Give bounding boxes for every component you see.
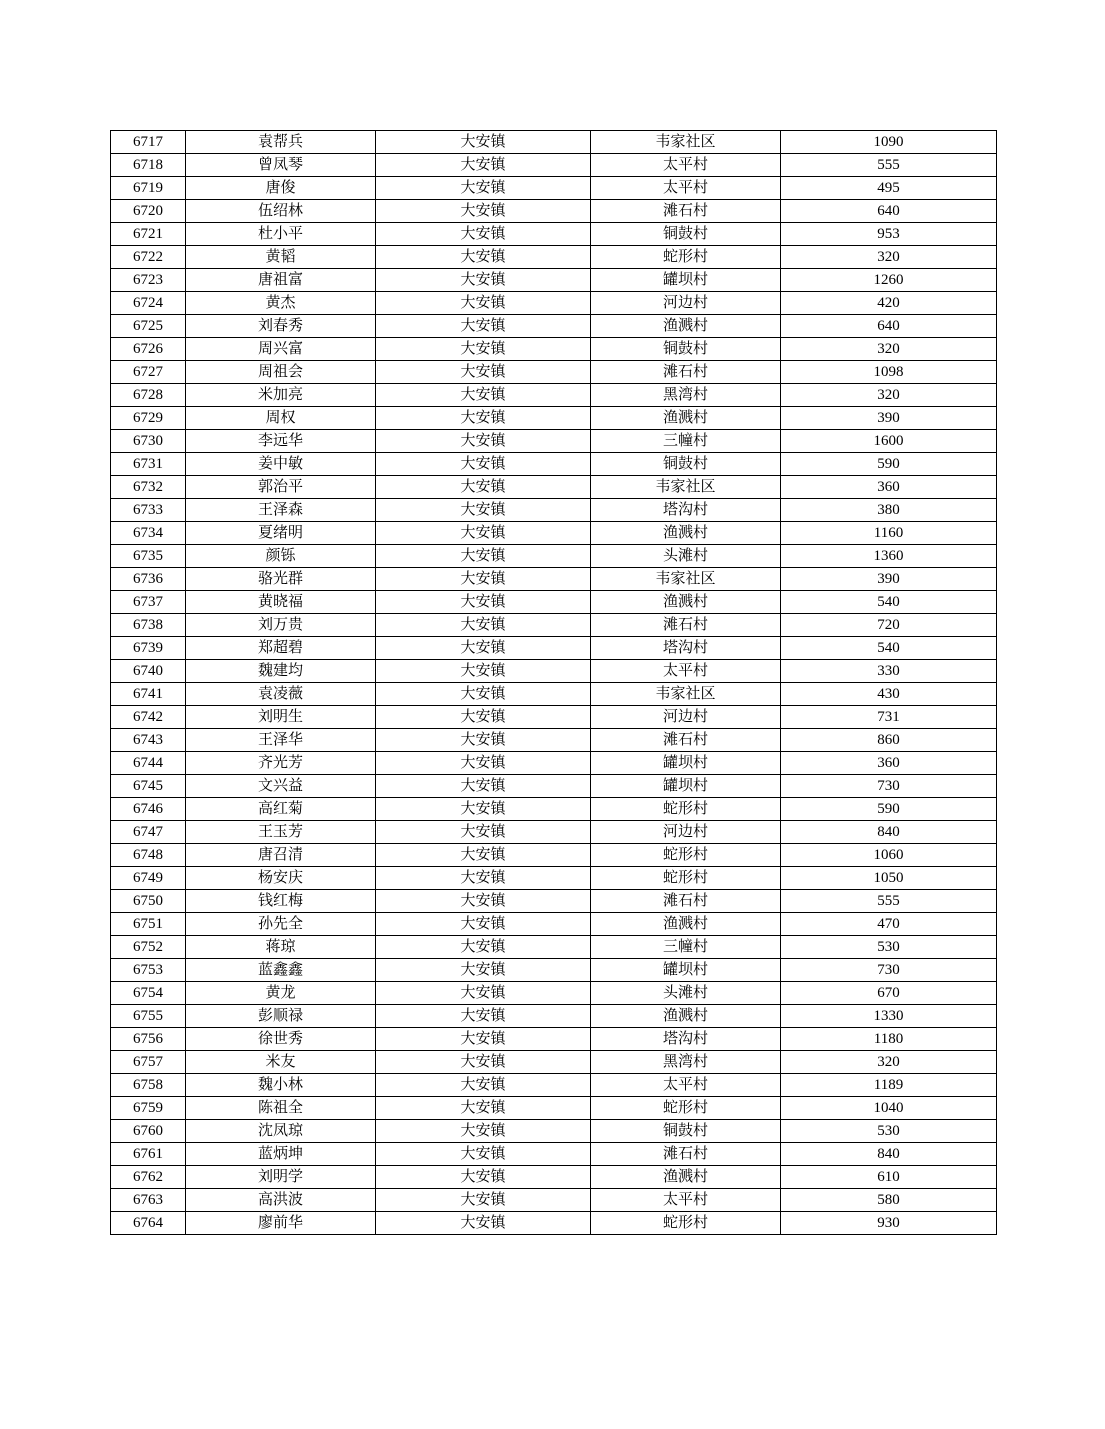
cell-town: 大安镇 [376,1166,591,1189]
cell-village: 铜鼓村 [591,338,781,361]
cell-amount: 1098 [781,361,997,384]
cell-name: 黄韬 [186,246,376,269]
cell-town: 大安镇 [376,200,591,223]
cell-amount: 530 [781,1120,997,1143]
cell-village: 滩石村 [591,1143,781,1166]
cell-name: 王泽华 [186,729,376,752]
cell-village: 头滩村 [591,982,781,1005]
cell-name: 齐光芳 [186,752,376,775]
cell-village: 太平村 [591,1074,781,1097]
cell-amount: 540 [781,637,997,660]
cell-id: 6757 [111,1051,186,1074]
cell-village: 太平村 [591,1189,781,1212]
table-row [111,223,997,246]
cell-town: 大安镇 [376,683,591,706]
cell-amount: 1060 [781,844,997,867]
cell-name: 孙先全 [186,913,376,936]
cell-town: 大安镇 [376,131,591,154]
cell-name: 米加亮 [186,384,376,407]
table-row [111,338,997,361]
cell-town: 大安镇 [376,177,591,200]
table-row [111,821,997,844]
cell-name: 唐召清 [186,844,376,867]
table-row [111,683,997,706]
table-row [111,315,997,338]
cell-amount: 495 [781,177,997,200]
cell-amount: 730 [781,775,997,798]
cell-village: 韦家社区 [591,683,781,706]
cell-village: 滩石村 [591,614,781,637]
cell-town: 大安镇 [376,499,591,522]
cell-village: 塔沟村 [591,1028,781,1051]
table-row [111,1212,997,1235]
table-row [111,384,997,407]
cell-name: 周祖会 [186,361,376,384]
cell-name: 骆光群 [186,568,376,591]
table-row [111,959,997,982]
cell-town: 大安镇 [376,361,591,384]
cell-village: 铜鼓村 [591,223,781,246]
table-row [111,844,997,867]
table-row [111,775,997,798]
cell-town: 大安镇 [376,1120,591,1143]
cell-name: 李远华 [186,430,376,453]
cell-name: 米友 [186,1051,376,1074]
cell-town: 大安镇 [376,568,591,591]
cell-id: 6721 [111,223,186,246]
cell-town: 大安镇 [376,338,591,361]
cell-town: 大安镇 [376,1212,591,1235]
cell-village: 铜鼓村 [591,1120,781,1143]
cell-amount: 320 [781,246,997,269]
cell-amount: 1180 [781,1028,997,1051]
cell-village: 三幢村 [591,430,781,453]
cell-name: 高红菊 [186,798,376,821]
cell-name: 唐祖富 [186,269,376,292]
cell-id: 6731 [111,453,186,476]
cell-amount: 930 [781,1212,997,1235]
cell-amount: 420 [781,292,997,315]
table-row [111,867,997,890]
table-row [111,591,997,614]
table-row [111,752,997,775]
cell-amount: 1189 [781,1074,997,1097]
cell-id: 6733 [111,499,186,522]
cell-name: 蒋琼 [186,936,376,959]
cell-amount: 390 [781,568,997,591]
cell-village: 滩石村 [591,890,781,913]
cell-name: 黄龙 [186,982,376,1005]
cell-town: 大安镇 [376,1005,591,1028]
cell-id: 6763 [111,1189,186,1212]
table-row [111,131,997,154]
cell-id: 6735 [111,545,186,568]
cell-id: 6718 [111,154,186,177]
table-row [111,660,997,683]
cell-amount: 470 [781,913,997,936]
table-row [111,1120,997,1143]
cell-amount: 840 [781,821,997,844]
cell-village: 河边村 [591,292,781,315]
cell-village: 蛇形村 [591,1097,781,1120]
cell-name: 袁凌薇 [186,683,376,706]
cell-village: 韦家社区 [591,476,781,499]
cell-amount: 730 [781,959,997,982]
table-row [111,154,997,177]
cell-town: 大安镇 [376,476,591,499]
cell-village: 三幢村 [591,936,781,959]
cell-name: 蓝炳坤 [186,1143,376,1166]
cell-id: 6734 [111,522,186,545]
cell-amount: 390 [781,407,997,430]
cell-amount: 1090 [781,131,997,154]
table-row [111,729,997,752]
cell-amount: 330 [781,660,997,683]
roster-table [110,130,997,1235]
cell-town: 大安镇 [376,752,591,775]
cell-id: 6758 [111,1074,186,1097]
table-row [111,913,997,936]
cell-village: 渔溅村 [591,1166,781,1189]
table-row [111,1097,997,1120]
cell-town: 大安镇 [376,729,591,752]
cell-amount: 640 [781,200,997,223]
cell-town: 大安镇 [376,522,591,545]
cell-id: 6730 [111,430,186,453]
table-row [111,177,997,200]
table-row [111,936,997,959]
cell-village: 河边村 [591,706,781,729]
cell-village: 蛇形村 [591,844,781,867]
cell-amount: 555 [781,154,997,177]
cell-name: 杨安庆 [186,867,376,890]
cell-town: 大安镇 [376,1051,591,1074]
cell-town: 大安镇 [376,959,591,982]
cell-name: 王泽森 [186,499,376,522]
cell-town: 大安镇 [376,223,591,246]
cell-amount: 580 [781,1189,997,1212]
cell-id: 6751 [111,913,186,936]
cell-town: 大安镇 [376,821,591,844]
cell-name: 魏建均 [186,660,376,683]
cell-id: 6750 [111,890,186,913]
cell-amount: 590 [781,453,997,476]
cell-town: 大安镇 [376,660,591,683]
cell-village: 罐坝村 [591,959,781,982]
cell-name: 徐世秀 [186,1028,376,1051]
cell-name: 周权 [186,407,376,430]
cell-village: 渔溅村 [591,591,781,614]
cell-village: 渔溅村 [591,1005,781,1028]
cell-amount: 320 [781,384,997,407]
cell-id: 6741 [111,683,186,706]
cell-amount: 380 [781,499,997,522]
cell-town: 大安镇 [376,1028,591,1051]
cell-id: 6719 [111,177,186,200]
cell-town: 大安镇 [376,154,591,177]
cell-town: 大安镇 [376,407,591,430]
cell-town: 大安镇 [376,844,591,867]
cell-id: 6755 [111,1005,186,1028]
cell-village: 黑湾村 [591,384,781,407]
cell-amount: 720 [781,614,997,637]
table-row [111,890,997,913]
cell-town: 大安镇 [376,913,591,936]
cell-name: 文兴益 [186,775,376,798]
cell-village: 河边村 [591,821,781,844]
cell-id: 6746 [111,798,186,821]
cell-village: 蛇形村 [591,867,781,890]
cell-name: 刘明生 [186,706,376,729]
cell-amount: 360 [781,752,997,775]
cell-id: 6760 [111,1120,186,1143]
table-row [111,476,997,499]
table-row [111,1189,997,1212]
cell-town: 大安镇 [376,798,591,821]
cell-village: 滩石村 [591,361,781,384]
cell-village: 滩石村 [591,200,781,223]
cell-name: 彭顺禄 [186,1005,376,1028]
cell-name: 蓝鑫鑫 [186,959,376,982]
cell-id: 6745 [111,775,186,798]
table-row [111,1005,997,1028]
table-row [111,453,997,476]
cell-town: 大安镇 [376,545,591,568]
cell-id: 6752 [111,936,186,959]
cell-amount: 555 [781,890,997,913]
cell-village: 黑湾村 [591,1051,781,1074]
cell-id: 6753 [111,959,186,982]
cell-town: 大安镇 [376,269,591,292]
table-row [111,614,997,637]
cell-town: 大安镇 [376,292,591,315]
table-row [111,361,997,384]
cell-village: 渔溅村 [591,522,781,545]
cell-name: 夏绪明 [186,522,376,545]
cell-name: 曾凤琴 [186,154,376,177]
cell-town: 大安镇 [376,982,591,1005]
table-row [111,545,997,568]
cell-id: 6742 [111,706,186,729]
cell-id: 6723 [111,269,186,292]
cell-name: 姜中敏 [186,453,376,476]
cell-amount: 1330 [781,1005,997,1028]
table-row [111,798,997,821]
cell-town: 大安镇 [376,591,591,614]
cell-village: 太平村 [591,154,781,177]
table-row [111,1028,997,1051]
cell-name: 杜小平 [186,223,376,246]
cell-id: 6736 [111,568,186,591]
cell-village: 太平村 [591,177,781,200]
cell-village: 渔溅村 [591,407,781,430]
cell-id: 6732 [111,476,186,499]
cell-town: 大安镇 [376,867,591,890]
cell-amount: 540 [781,591,997,614]
cell-id: 6748 [111,844,186,867]
cell-id: 6725 [111,315,186,338]
cell-name: 沈凤琼 [186,1120,376,1143]
cell-amount: 1360 [781,545,997,568]
cell-amount: 640 [781,315,997,338]
cell-town: 大安镇 [376,430,591,453]
cell-id: 6724 [111,292,186,315]
cell-town: 大安镇 [376,614,591,637]
cell-town: 大安镇 [376,1097,591,1120]
table-row [111,200,997,223]
cell-town: 大安镇 [376,384,591,407]
cell-amount: 1050 [781,867,997,890]
table-row [111,407,997,430]
cell-amount: 430 [781,683,997,706]
cell-village: 塔沟村 [591,637,781,660]
cell-name: 唐俊 [186,177,376,200]
cell-town: 大安镇 [376,706,591,729]
cell-village: 太平村 [591,660,781,683]
cell-id: 6762 [111,1166,186,1189]
cell-amount: 360 [781,476,997,499]
cell-town: 大安镇 [376,637,591,660]
cell-village: 渔溅村 [591,315,781,338]
cell-id: 6737 [111,591,186,614]
cell-village: 蛇形村 [591,246,781,269]
table-row [111,706,997,729]
cell-village: 铜鼓村 [591,453,781,476]
cell-amount: 1040 [781,1097,997,1120]
cell-id: 6720 [111,200,186,223]
cell-amount: 610 [781,1166,997,1189]
cell-name: 陈祖全 [186,1097,376,1120]
cell-name: 袁帮兵 [186,131,376,154]
cell-id: 6744 [111,752,186,775]
cell-amount: 840 [781,1143,997,1166]
table-row [111,430,997,453]
cell-village: 渔溅村 [591,913,781,936]
cell-id: 6747 [111,821,186,844]
cell-id: 6749 [111,867,186,890]
cell-village: 罐坝村 [591,269,781,292]
cell-amount: 590 [781,798,997,821]
cell-name: 周兴富 [186,338,376,361]
cell-id: 6738 [111,614,186,637]
cell-id: 6726 [111,338,186,361]
cell-id: 6729 [111,407,186,430]
cell-amount: 670 [781,982,997,1005]
cell-town: 大安镇 [376,246,591,269]
cell-town: 大安镇 [376,315,591,338]
table-body [111,131,997,1235]
cell-town: 大安镇 [376,1143,591,1166]
table-row [111,1051,997,1074]
table-row [111,637,997,660]
cell-town: 大安镇 [376,890,591,913]
cell-id: 6759 [111,1097,186,1120]
table-row [111,246,997,269]
cell-name: 刘明学 [186,1166,376,1189]
cell-name: 廖前华 [186,1212,376,1235]
cell-id: 6743 [111,729,186,752]
cell-village: 罐坝村 [591,752,781,775]
cell-village: 韦家社区 [591,131,781,154]
cell-id: 6764 [111,1212,186,1235]
table-row [111,982,997,1005]
cell-name: 黄杰 [186,292,376,315]
cell-village: 塔沟村 [591,499,781,522]
table-row [111,269,997,292]
cell-id: 6756 [111,1028,186,1051]
cell-name: 刘春秀 [186,315,376,338]
cell-name: 钱红梅 [186,890,376,913]
cell-name: 黄晓福 [186,591,376,614]
cell-town: 大安镇 [376,1189,591,1212]
table-row [111,568,997,591]
cell-amount: 731 [781,706,997,729]
cell-name: 魏小林 [186,1074,376,1097]
cell-name: 颜铄 [186,545,376,568]
cell-amount: 1260 [781,269,997,292]
cell-town: 大安镇 [376,453,591,476]
cell-id: 6727 [111,361,186,384]
cell-name: 郑超碧 [186,637,376,660]
cell-town: 大安镇 [376,936,591,959]
cell-village: 蛇形村 [591,798,781,821]
cell-amount: 860 [781,729,997,752]
table-row [111,1166,997,1189]
table-row [111,1074,997,1097]
cell-id: 6739 [111,637,186,660]
cell-amount: 1600 [781,430,997,453]
cell-amount: 1160 [781,522,997,545]
cell-id: 6722 [111,246,186,269]
cell-id: 6740 [111,660,186,683]
cell-village: 韦家社区 [591,568,781,591]
cell-amount: 953 [781,223,997,246]
cell-id: 6754 [111,982,186,1005]
cell-town: 大安镇 [376,1074,591,1097]
table-row [111,522,997,545]
cell-village: 头滩村 [591,545,781,568]
cell-name: 王玉芳 [186,821,376,844]
cell-amount: 530 [781,936,997,959]
cell-name: 伍绍林 [186,200,376,223]
cell-village: 罐坝村 [591,775,781,798]
table-row [111,1143,997,1166]
cell-id: 6717 [111,131,186,154]
cell-village: 蛇形村 [591,1212,781,1235]
cell-town: 大安镇 [376,775,591,798]
cell-name: 高洪波 [186,1189,376,1212]
cell-amount: 320 [781,1051,997,1074]
table-row [111,499,997,522]
cell-name: 郭治平 [186,476,376,499]
cell-id: 6761 [111,1143,186,1166]
table-row [111,292,997,315]
cell-name: 刘万贵 [186,614,376,637]
cell-id: 6728 [111,384,186,407]
cell-amount: 320 [781,338,997,361]
cell-village: 滩石村 [591,729,781,752]
